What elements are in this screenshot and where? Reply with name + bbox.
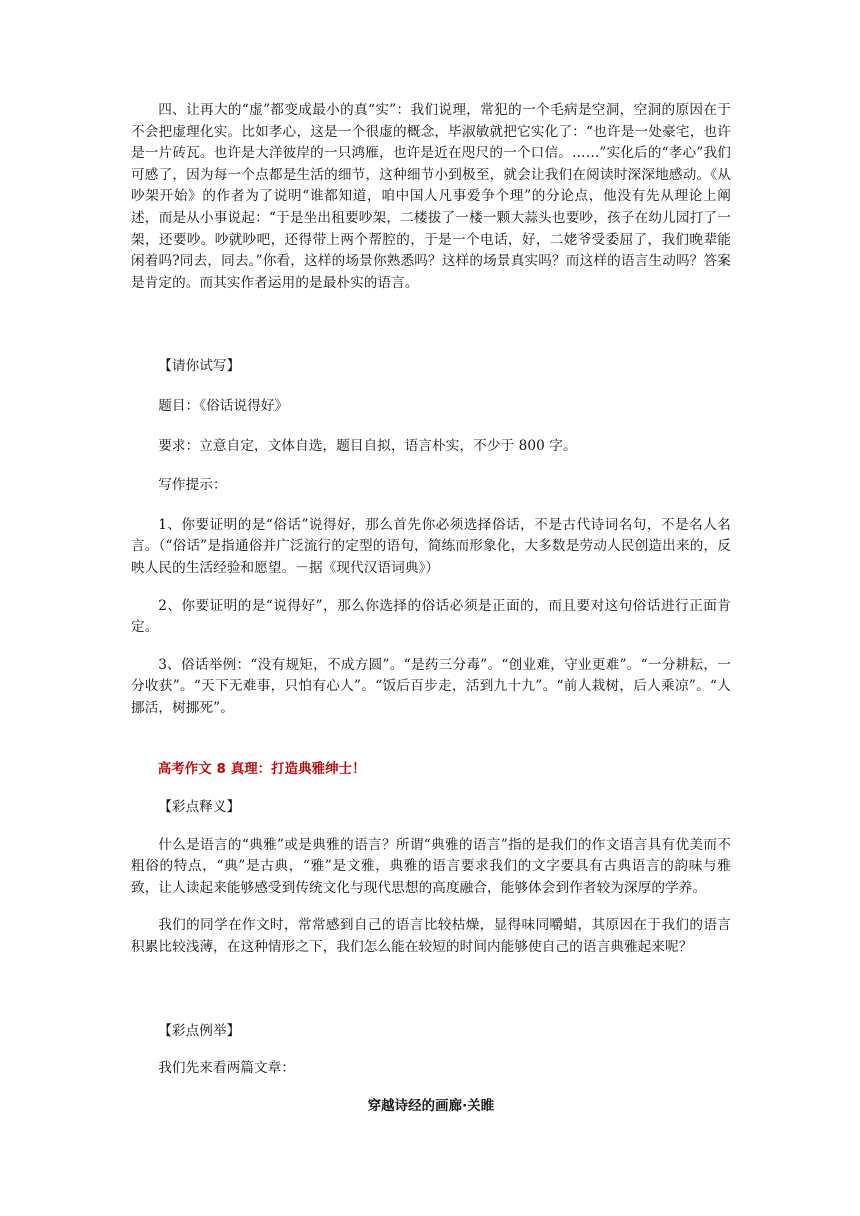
explain-paragraph-1: 什么是语言的“典雅”或是典雅的语言？所谓“典雅的语言”指的是我们的作文语言具有优美而不粗俗的特点，“典”是古典，“雅”是文雅，典雅的语言要求我们的文字要具有古典语言的韵味与雅致，让人读起来能够感受到传统文化与现代思想的高度融合，能够体会到作者较为深厚的学养。 [131, 836, 731, 896]
hint-label: 写作提示： [158, 477, 227, 494]
example-heading: 【彩点例举】 [158, 1022, 241, 1039]
section-title: 高考作文 8 真理：打造典雅绅士！ [157, 762, 366, 778]
hint-1: 1、你要证明的是“俗话”说得好，那么首先你必须选择俗话，不是古代诗词名句，不是名人名言。（“俗话”是指通俗并广泛流行的定型的语句，简练而形象化，大多数是劳动人民创造出来的，反映人民的生活经验和愿望。－据《现代汉语词典》） [131, 516, 731, 576]
example-intro: 我们先来看两篇文章： [158, 1060, 296, 1077]
document-body [131, 100, 731, 1117]
paragraph-xu-shi: 四、让再大的“虚”都变成最小的真“实”：我们说理，常犯的一个毛病是空洞，空洞的原因在于不会把虚理化实。比如孝心，这是一个很虚的概念，毕淑敏就把它实化了：“也许是一处豪宅，也许是一片砖瓦。也许是大洋彼岸的一只鸿雁，也许是近在咫尺的一个口信。……”实化后的“孝心”我们可感了，因为每一个点都是生活的细节，这种细节小到极至，就会让我们在阅读时深深地感动。《从吵架开始》的作者为了说明“谁都知道，咱中国人凡事爱争个理”的分论点，他没有先从理论上阐述，而是从小事说起：“于是坐出租要吵架，二楼拔了一楼一颗大蒜头也要吵，孩子在幼儿园打了一架，还要吵。吵就吵吧，还得带上两个帮腔的，于是一个电话，好，二姥爷受委屈了，我们晚辈能闲着吗?同去，同去。”你看，这样的场景你熟悉吗？这样的场景真实吗？而这样的语言生动吗？答案是肯定的。而其实作者运用的是最朴实的语言。 [131, 102, 731, 291]
explain-paragraph-2: 我们的同学在作文时，常常感到自己的语言比较枯燥，显得味同嚼蜡，其原因在于我们的语言积累比较浅薄，在这种情形之下，我们怎么能在较短的时间内能够使自己的语言典雅起来呢？ [131, 917, 731, 956]
hint-2: 2、你要证明的是“说得好”，那么你选择的俗话必须是正面的，而且要对这句俗话进行正面肯定。 [131, 597, 731, 636]
requirement-line: 要求：立意自定，文体自选，题目自拟，语言朴实，不少于 800 字。 [158, 437, 577, 454]
try-writing-heading: 【请你试写】 [158, 358, 241, 375]
article-title: 穿越诗经的画廊·关睢 [367, 1098, 495, 1114]
explain-heading: 【彩点释义】 [158, 799, 241, 816]
hint-3: 3、俗话举例：“没有规矩，不成方圆”。“是药三分毒”。“创业难，守业更难”。“一分耕耘，一分收获”。“天下无难事，只怕有心人”。“饭后百步走，活到九十九”。“前人栽树，后人乘凉”。“人挪活，树挪死”。 [131, 656, 731, 716]
topic-line: 题目：《俗话说得好》 [158, 397, 289, 414]
